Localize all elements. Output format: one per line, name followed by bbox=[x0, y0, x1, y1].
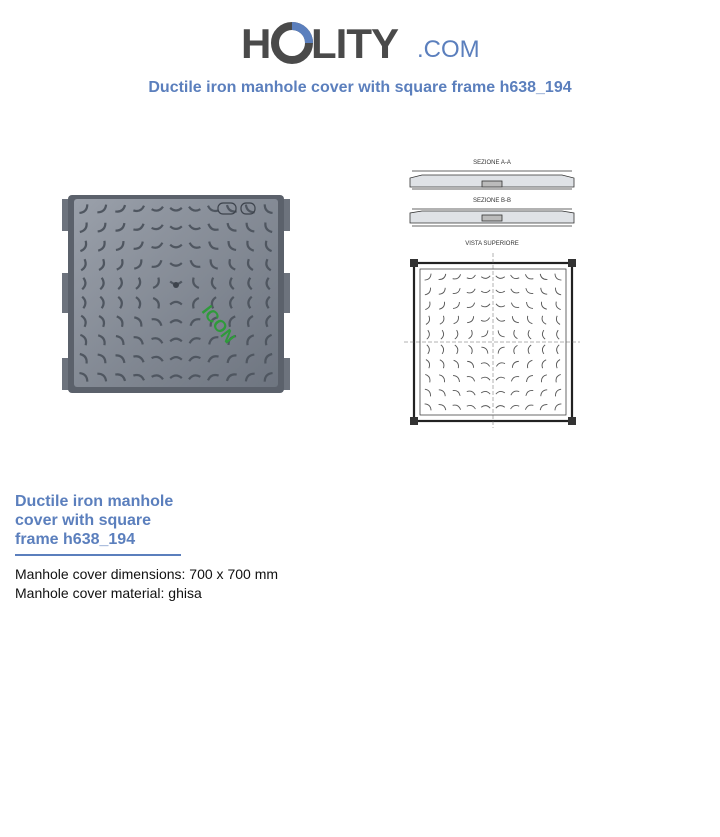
product-title: Ductile iron manhole cover with square frame h638_194 bbox=[15, 493, 174, 548]
svg-text:LITY: LITY bbox=[311, 20, 398, 66]
logo-o-circle-icon bbox=[275, 26, 309, 60]
technical-drawing bbox=[402, 155, 582, 430]
page-title: Ductile iron manhole cover with square frame h638_194 bbox=[148, 79, 572, 96]
section-a-label: SEZIONE A-A bbox=[473, 160, 511, 166]
section-b-label: SEZIONE B-B bbox=[472, 198, 512, 204]
spec-dimensions: Manhole cover dimensions: 700 x 700 mm bbox=[15, 566, 279, 582]
section-a-profile bbox=[410, 171, 574, 189]
top-view-plan bbox=[404, 253, 580, 428]
svg-text:.COM: .COM bbox=[417, 36, 480, 63]
holity-logo[interactable] bbox=[241, 20, 481, 66]
icon-brand-badge: ICON bbox=[197, 301, 239, 347]
title-underline-divider bbox=[15, 554, 181, 556]
product-specs bbox=[15, 565, 278, 603]
svg-text:H: H bbox=[241, 20, 271, 66]
manhole-cover-photo bbox=[58, 193, 294, 399]
spec-material: Manhole cover material: ghisa bbox=[15, 585, 202, 601]
top-view-label: VISTA SUPERIORE bbox=[465, 241, 519, 247]
section-b-profile bbox=[410, 209, 574, 226]
